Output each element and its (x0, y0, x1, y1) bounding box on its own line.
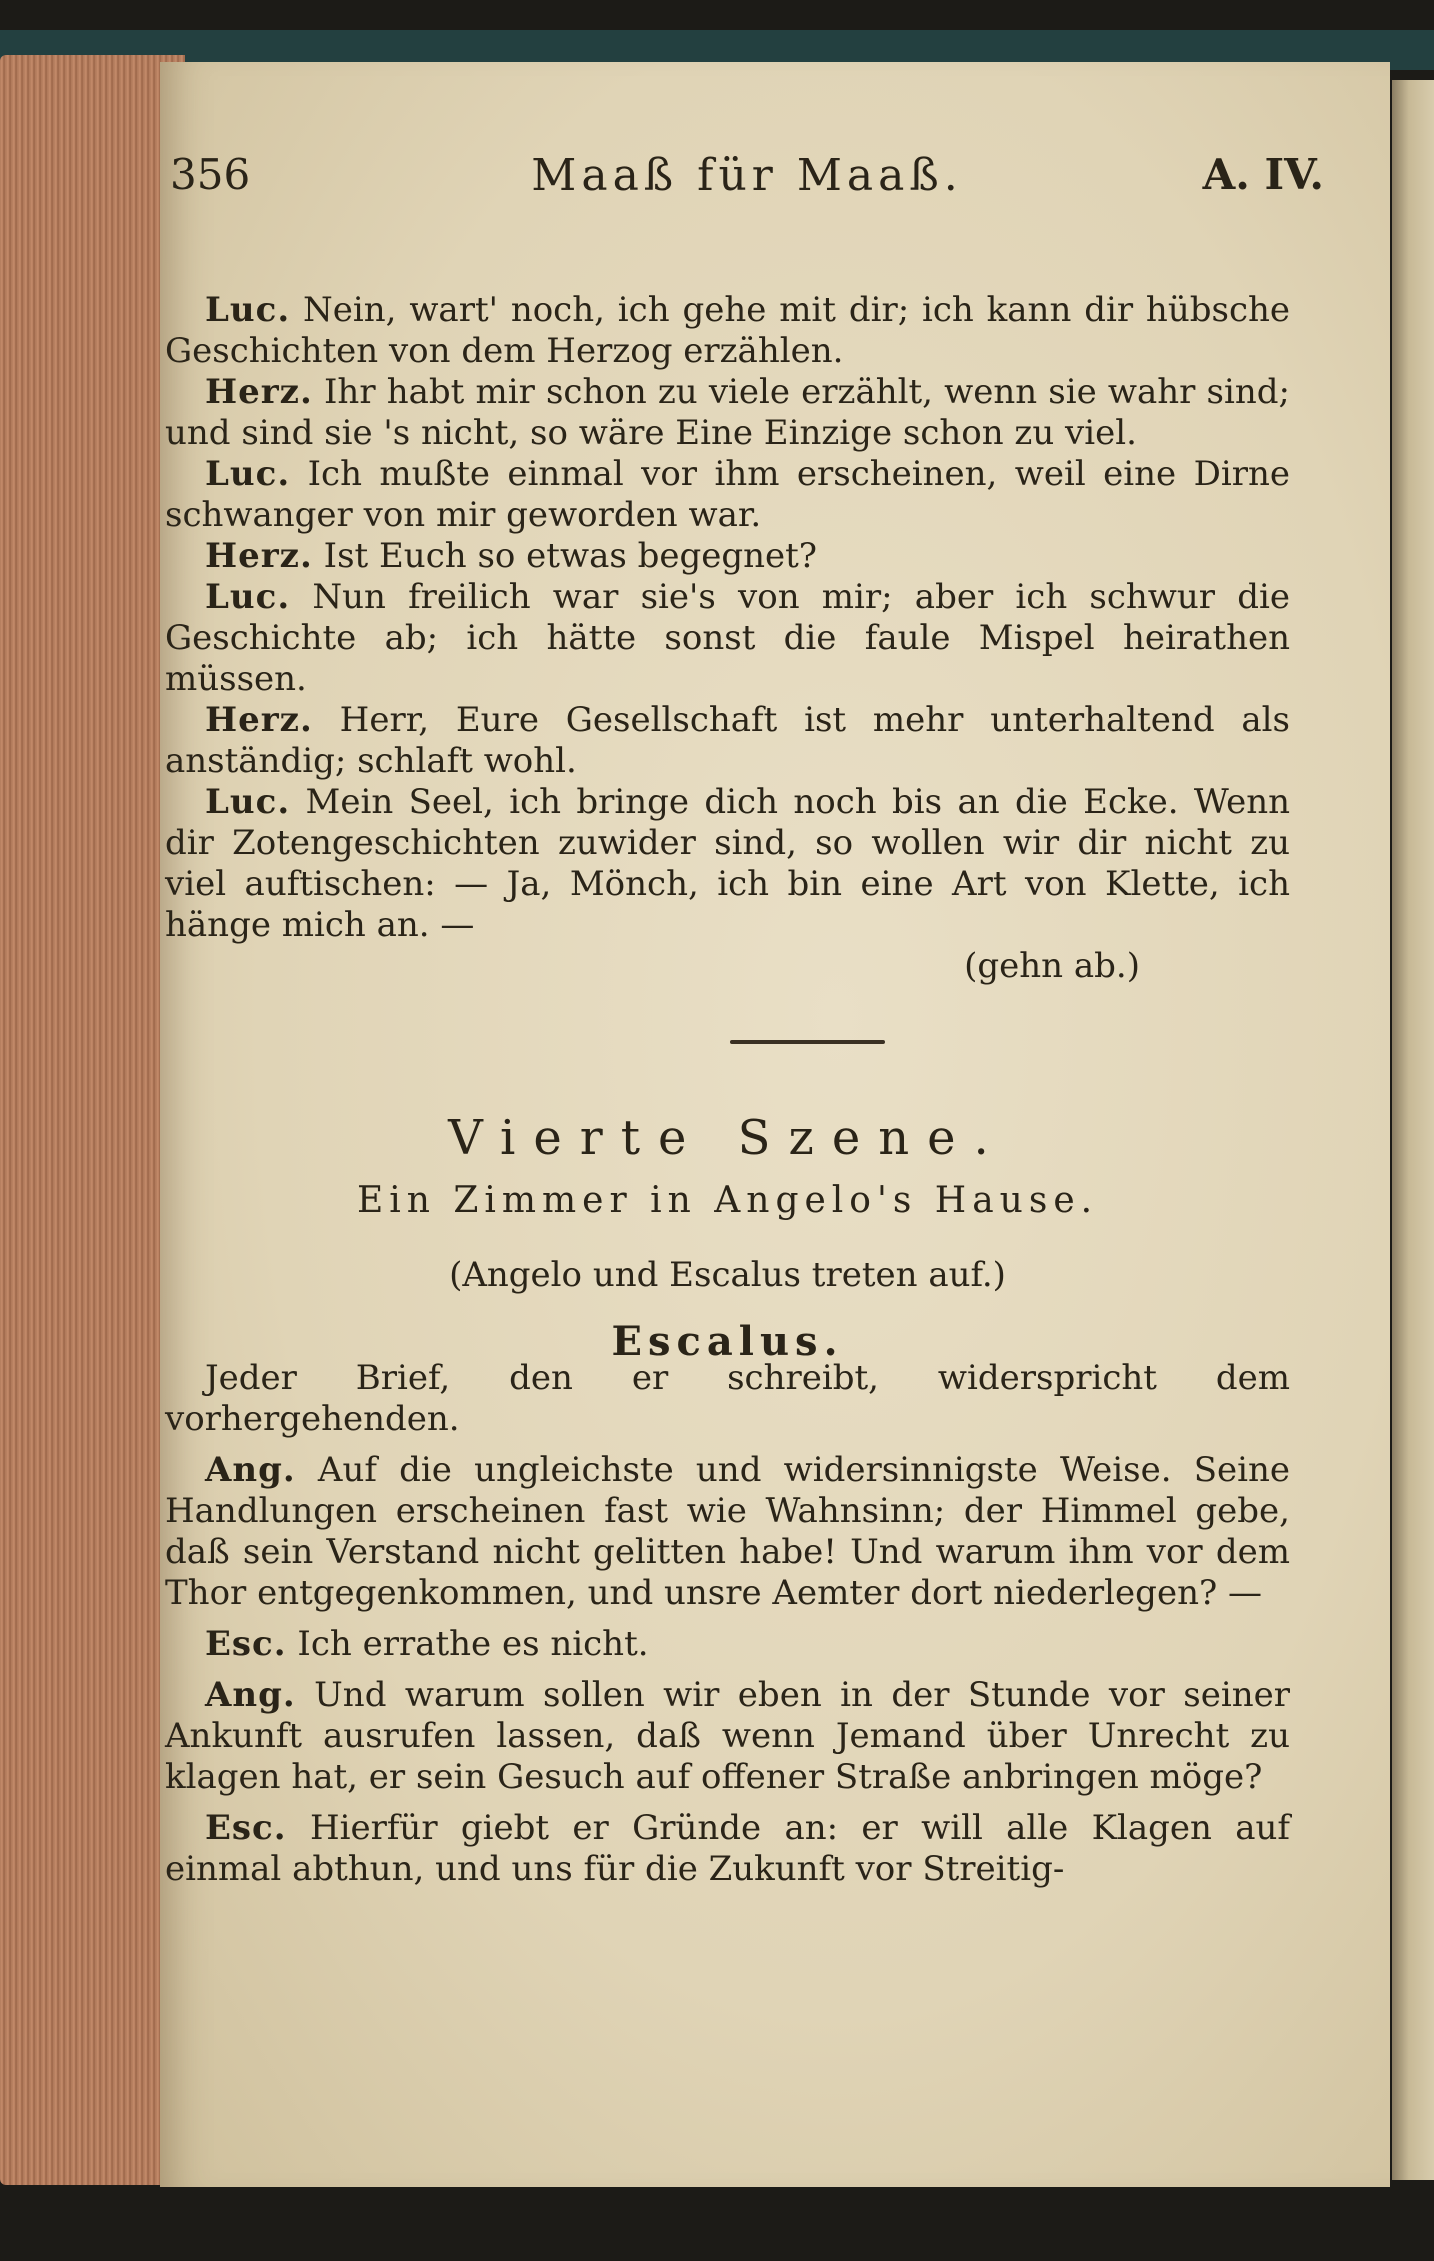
act-marker: A. IV. (1202, 150, 1324, 199)
page-stack-edges (0, 55, 185, 2185)
scene-title: Vierte Szene. (448, 1110, 1007, 1166)
running-title: Maaß für Maaß. (531, 150, 963, 201)
line-text: Und warum sollen wir eben in der Stunde vor seiner Ankunft ausrufen lassen, daß wenn Jemand über Unrecht zu klagen hat, er sein Gesuch auf offener Straße anbringen möge? (165, 1675, 1290, 1797)
dialogue-top (165, 290, 1290, 987)
dialogue-line (165, 1808, 1290, 1890)
dialogue-line (165, 1675, 1290, 1798)
dialogue-line (165, 372, 1290, 454)
dialogue-line (165, 700, 1290, 782)
section-divider (730, 1040, 885, 1044)
line-text: Ihr habt mir schon zu viele erzählt, wenn sie wahr sind; und sind sie 's nicht, so wäre Eine Einzige schon zu viel. (165, 372, 1291, 453)
speaker-label: Luc. (205, 454, 291, 494)
speaker-label: Herz. (205, 372, 313, 412)
speaker-label: Luc. (205, 782, 291, 822)
dialogue-bottom (165, 1358, 1290, 1890)
stage-direction: (Angelo und Escalus treten auf.) (449, 1255, 1006, 1295)
dialogue-line (165, 1450, 1290, 1614)
line-text: Ich errathe es nicht. (297, 1624, 649, 1664)
dialogue-line (165, 1624, 1290, 1665)
speaker-heading: Escalus. (611, 1318, 844, 1365)
speaker-label: Ang. (205, 1675, 296, 1715)
speaker-label: Luc. (205, 577, 291, 617)
speaker-label: Luc. (205, 290, 291, 330)
exit-direction: (gehn ab.) (964, 946, 1140, 986)
dialogue-line (165, 1358, 1290, 1440)
line-text: Hierfür giebt er Gründe an: er will alle Klagen auf einmal abthun, und uns für die Zukunft vor Streitig- (165, 1808, 1291, 1889)
dialogue-line (165, 536, 1290, 577)
line-text: Ich mußte einmal vor ihm erscheinen, weil eine Dirne schwanger von mir geworden war. (165, 454, 1290, 535)
speaker-label: Esc. (205, 1624, 287, 1664)
line-text: Auf die ungleichste und widersinnigste Weise. Seine Handlungen erscheinen fast wie Wahnsinn; der Himmel gebe, daß sein Verstand nicht gelitten habe! Und warum ihm vor dem Thor entgegenkommen, und unsre Aemter dort niederlegen? — (165, 1450, 1290, 1613)
speaker-label: Herz. (205, 536, 313, 576)
line-text: Mein Seel, ich bringe dich noch bis an die Ecke. Wenn dir Zotengeschichten zuwider sind, so wollen wir dir nicht zu viel auftischen: — Ja, Mönch, ich bin eine Art von Klette, ich hänge mich an. — (165, 782, 1290, 945)
dialogue-line (165, 454, 1290, 536)
line-text: Nein, wart' noch, ich gehe mit dir; ich kann dir hübsche Geschichten von dem Herzog erzählen. (165, 290, 1291, 371)
opposite-page-edge (1392, 80, 1434, 2180)
dialogue-line (165, 577, 1290, 700)
page-number: 356 (170, 150, 251, 199)
page-header (170, 150, 1324, 220)
line-text: Jeder Brief, den er schreibt, widerspricht dem vorhergehenden. (165, 1358, 1290, 1439)
scene-location: Ein Zimmer in Angelo's Hause. (356, 1180, 1099, 1221)
dialogue-line (165, 290, 1290, 372)
line-text: Nun freilich war sie's von mir; aber ich schwur die Geschichte ab; ich hätte sonst die faule Mispel heirathen müssen. (165, 577, 1290, 699)
line-text: Herr, Eure Gesellschaft ist mehr unterhaltend als anständig; schlaft wohl. (165, 700, 1291, 781)
line-text: Ist Euch so etwas begegnet? (323, 536, 818, 576)
dialogue-line (165, 782, 1290, 946)
speaker-label: Ang. (205, 1450, 296, 1490)
speaker-label: Esc. (205, 1808, 287, 1848)
speaker-label: Herz. (205, 700, 313, 740)
